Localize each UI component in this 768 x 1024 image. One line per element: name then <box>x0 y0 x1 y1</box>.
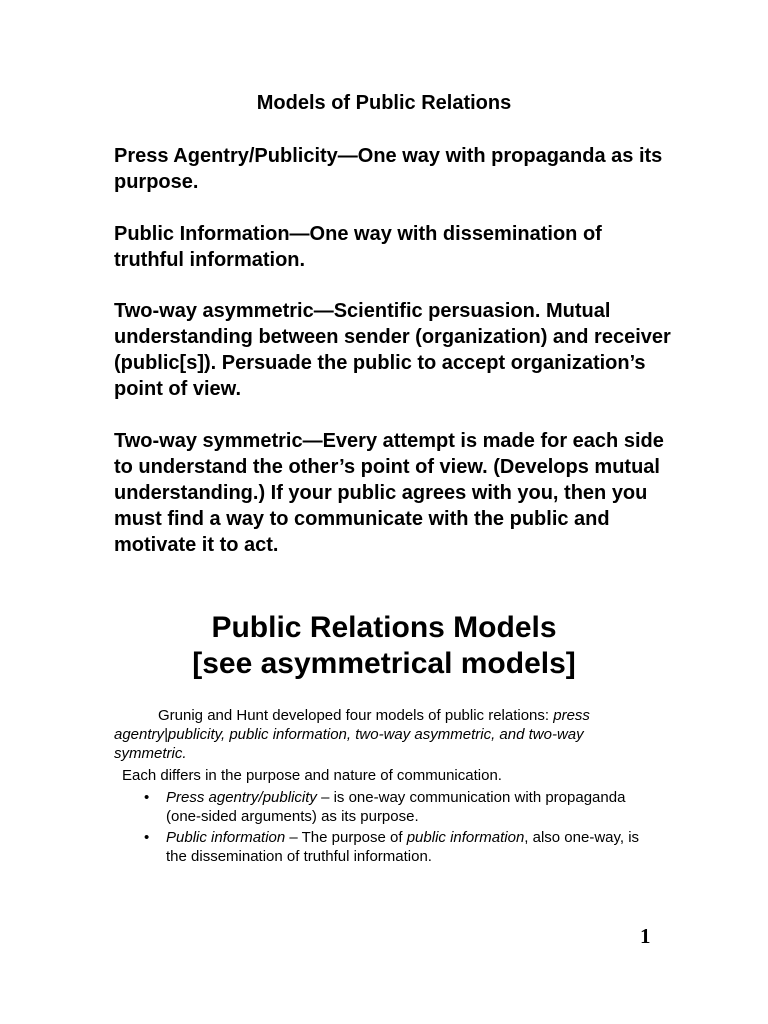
page-number: 1 <box>640 924 651 948</box>
intro-lead: Grunig and Hunt developed four models of public relations: <box>158 707 554 724</box>
each-differs-text: Each differs in the purpose and nature of communication. <box>122 767 502 784</box>
bullet-icon: • <box>144 829 150 846</box>
list-item <box>114 788 654 826</box>
bullet-text: – is one-way communication with propaganda (one-sided arguments) as its purpose. <box>166 789 626 825</box>
model-two-way-asymmetric: Two-way asymmetric—Scientific persuasion. Mutual understanding between sender (organization) and receiver (public[s]). Persuade the public to accept organization’s point of view. <box>114 300 671 400</box>
model-two-way-symmetric: Two-way symmetric—Every attempt is made for each side to understand the other’s point of view. (Develops mutual understanding.) If your public agrees with you, then you must find a way to communicate with the public and motivate it to act. <box>114 430 664 556</box>
section-heading-line-1: Public Relations Models <box>211 611 557 644</box>
model-press-agentry: Press Agentry/Publicity—One way with propaganda as its purpose. <box>114 145 663 193</box>
bullet-list <box>114 788 654 868</box>
bullet-text: – The purpose of <box>285 829 407 846</box>
section-heading <box>0 610 768 682</box>
bullet-term: Press agentry/publicity <box>166 789 317 806</box>
model-public-information: Public Information—One way with dissemination of truthful information. <box>114 223 602 271</box>
intro-paragraph <box>114 706 654 763</box>
section-heading-line-2: [see asymmetrical models] <box>192 647 576 680</box>
list-item <box>114 828 654 866</box>
bullet-term-inline: public information <box>406 829 525 846</box>
bullet-icon: • <box>144 789 150 806</box>
page-title: Models of Public Relations <box>256 92 512 114</box>
bullet-term: Public information <box>166 829 286 846</box>
intro-models-list: press agentry|publicity, public information, two-way asymmetric, and two-way symmetric. <box>114 707 590 762</box>
bullet-text-rest: , also one-way, is the dissemination of truthful information. <box>166 829 640 865</box>
